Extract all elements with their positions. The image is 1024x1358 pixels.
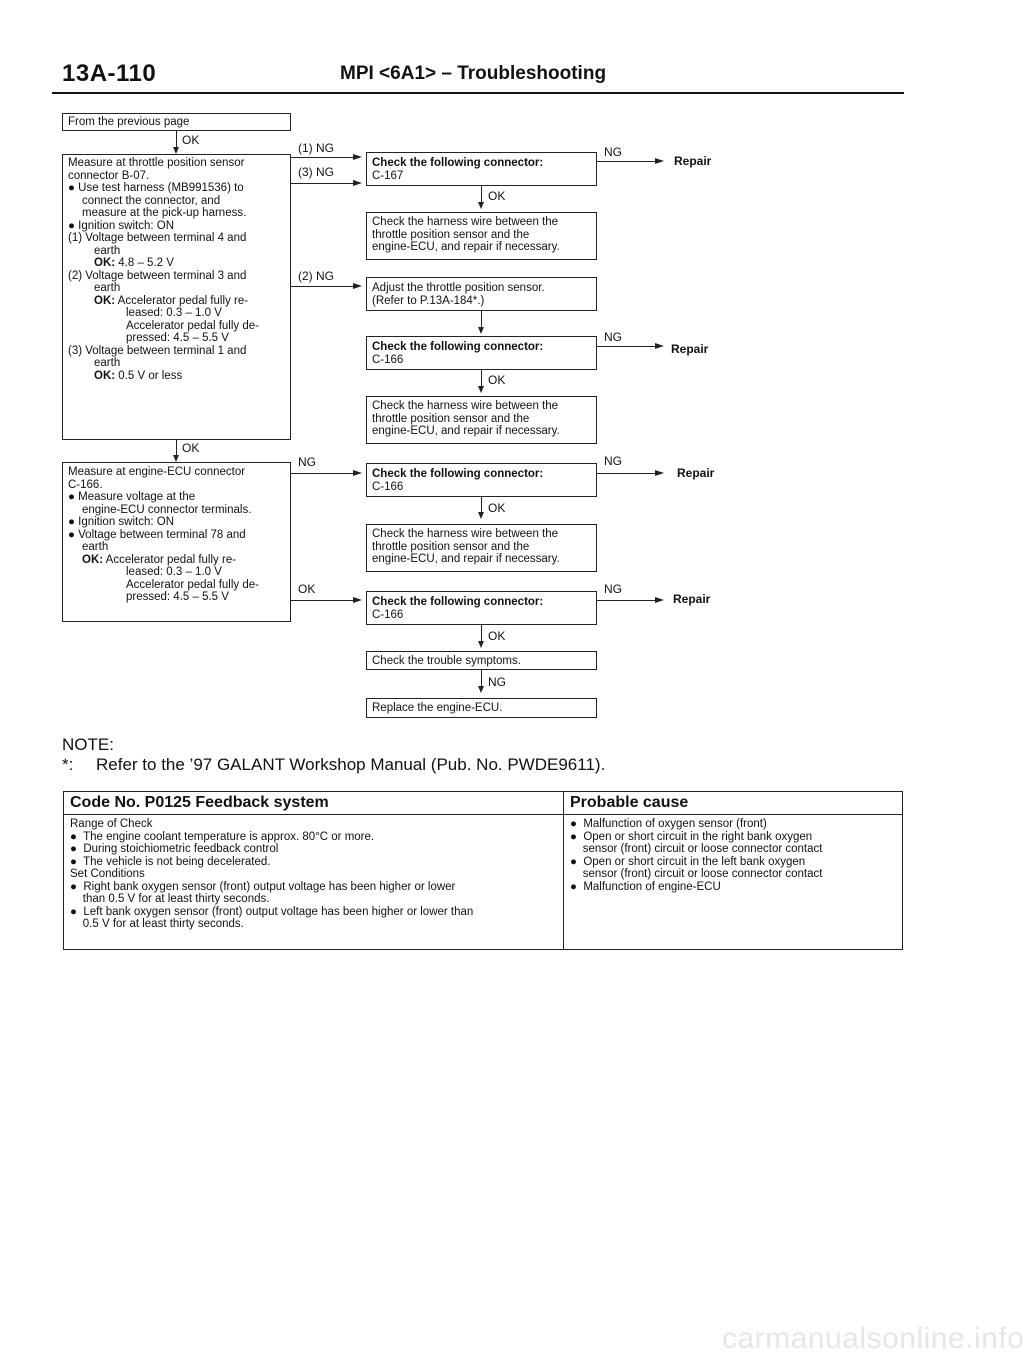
down-arrow-icon [478, 641, 484, 648]
repair-label: Repair [674, 154, 712, 168]
connector-line [481, 670, 482, 686]
connector-line [291, 600, 353, 601]
step-text-line [68, 504, 285, 517]
table-text-line: ● Open or short circuit in the right bank oxygen [570, 830, 813, 843]
connector-line [481, 311, 482, 327]
note-marker: *: [62, 755, 74, 774]
check-connector-c166-box [366, 463, 597, 497]
box-text-line: Check the harness wire between the [372, 400, 559, 412]
connector-line [481, 625, 482, 641]
right-arrow-icon [655, 597, 664, 603]
ok-criteria-label: OK: [94, 294, 116, 307]
branch-2-ng-label: (2) NG [298, 269, 334, 283]
table-text-line: Range of Check [70, 818, 153, 830]
box-text-line: (Refer to P.13A-184*.) [372, 294, 485, 307]
box-text-line: throttle position sensor and the [372, 412, 530, 425]
note-title: NOTE: [62, 735, 114, 754]
right-arrow-icon [353, 180, 362, 186]
right-arrow-icon [353, 597, 362, 603]
code-table [63, 791, 903, 950]
step-text-line [68, 479, 285, 492]
step-text: Measure at throttle position sensor [68, 157, 245, 169]
ok-label: OK [488, 501, 506, 515]
down-arrow-icon [478, 202, 484, 209]
step-text-line [68, 516, 285, 529]
step-text-line [68, 195, 285, 208]
repair-label: Repair [677, 466, 715, 480]
step-text-line [68, 320, 285, 333]
step-text: (3) Voltage between terminal 1 and [68, 344, 247, 357]
ok-label: OK [182, 441, 200, 455]
step-text: ● Ignition switch: ON [68, 219, 175, 232]
from-previous-page-label: From the previous page [68, 116, 190, 128]
ok-criteria-label: OK: [82, 553, 104, 566]
check-connector-title: Check the following connector: [372, 157, 544, 169]
step-text: pressed: 4.5 – 5.5 V [126, 332, 229, 344]
box-text-line: throttle position sensor and the [372, 540, 530, 553]
box-text-line: throttle position sensor and the [372, 228, 530, 241]
step-text-line [68, 295, 285, 308]
table-text-line: sensor (front) circuit or loose connector contact [570, 843, 823, 855]
step1-measure-tps-box [62, 154, 291, 440]
table-text-line: Set Conditions [70, 868, 145, 880]
step-text: (1) Voltage between terminal 4 and [68, 232, 247, 244]
step-text-line [68, 257, 285, 270]
table-text-line: ● Open or short circuit in the left bank oxygen [570, 855, 806, 868]
down-arrow-icon [478, 327, 484, 334]
box-text-line: Check the trouble symptoms. [372, 655, 521, 667]
box-text-line: Replace the engine-ECU. [372, 702, 503, 714]
box-text-line: Check the harness wire between the [372, 216, 559, 228]
step-text-line [68, 370, 285, 383]
connector-id: C-166 [372, 480, 404, 493]
repair-label: Repair [673, 592, 711, 606]
table-text-line: ● Malfunction of engine-ECU [570, 880, 721, 893]
step-text: ● Ignition switch: ON [68, 516, 175, 528]
connector-line [597, 600, 655, 601]
ok-criteria-label: OK: [94, 369, 116, 382]
range-of-check-cell [64, 815, 564, 950]
step-text-line [68, 332, 285, 345]
step-text: earth [94, 244, 121, 257]
table-text-line: ● During stoichiometric feedback control [70, 843, 279, 855]
right-arrow-icon [353, 283, 362, 289]
step-text-line [68, 466, 285, 479]
table-text-line: ● Left bank oxygen sensor (front) output voltage has been higher or lower than [70, 905, 474, 918]
table-text-line: than 0.5 V for at least thirty seconds. [70, 893, 270, 905]
step-text: leased: 0.3 – 1.0 V [126, 566, 222, 578]
step-text-line [68, 220, 285, 233]
ok-label: OK [488, 629, 506, 643]
connector-line [481, 186, 482, 202]
step-text-line [68, 170, 285, 183]
ok-label: OK [182, 133, 200, 147]
ng-label: NG [604, 454, 622, 468]
step-text-line [68, 591, 285, 604]
ok-label: OK [488, 189, 506, 203]
connector-line [597, 346, 655, 347]
step-text-line [68, 207, 285, 220]
note-text: Refer to the ’97 GALANT Workshop Manual (Pub. No. PWDE9611). [96, 755, 606, 774]
step-text: Accelerator pedal fully re- [115, 294, 249, 307]
ok-label: OK [488, 373, 506, 387]
step-text-line [68, 541, 285, 554]
step-text: Measure at engine-ECU connector [68, 466, 246, 478]
check-connector-title: Check the following connector: [372, 468, 544, 480]
connector-line [291, 286, 353, 287]
probable-cause-header: Probable cause [564, 792, 903, 815]
connector-line [291, 157, 353, 158]
step-text-line [68, 554, 285, 567]
step-text-line [68, 566, 285, 579]
step-text-line [68, 270, 285, 283]
ok-criteria-label: OK: [94, 257, 116, 269]
step-text-line [68, 232, 285, 245]
header-rule [52, 92, 904, 94]
down-arrow-icon [478, 686, 484, 693]
table-text-line: ● The vehicle is not being decelerated. [70, 855, 271, 868]
ng-label: NG [604, 145, 622, 159]
watermark: carmanualsonline.info [722, 1322, 1024, 1355]
step-text: engine-ECU connector terminals. [82, 503, 252, 516]
right-arrow-icon [655, 343, 664, 349]
connector-line [481, 497, 482, 512]
connector-line [597, 161, 655, 162]
step-text-line [68, 491, 285, 504]
step-text: Accelerator pedal fully re- [103, 553, 237, 566]
ng-label: NG [488, 675, 506, 689]
down-arrow-icon [478, 512, 484, 519]
connector-line [291, 183, 353, 184]
probable-cause-cell [564, 815, 903, 950]
step-text-line [68, 357, 285, 370]
step-text-line [68, 307, 285, 320]
connector-id: C-167 [372, 169, 404, 182]
step-text-line [68, 282, 285, 295]
connector-line [481, 370, 482, 386]
box-text-line: Adjust the throttle position sensor. [372, 282, 545, 294]
box-text-line: engine-ECU, and repair if necessary. [372, 425, 560, 437]
box-text-line: Check the harness wire between the [372, 528, 559, 540]
ng-label: NG [604, 582, 622, 596]
step-text-line [68, 157, 285, 170]
table-text-line: sensor (front) circuit or loose connector contact [570, 868, 823, 880]
step-text: earth [82, 541, 109, 553]
check-connector-c167-box [366, 152, 597, 186]
step-text-line [68, 345, 285, 358]
down-arrow-icon [173, 455, 179, 462]
box-text-line: engine-ECU, and repair if necessary. [372, 553, 560, 565]
step2-measure-ecu-box [62, 462, 291, 622]
down-arrow-icon [173, 147, 179, 154]
step-text: connector B-07. [68, 169, 150, 182]
step-text: measure at the pick-up harness. [82, 207, 247, 219]
step-text: 4.8 – 5.2 V [115, 257, 174, 269]
step-text: Accelerator pedal fully de- [126, 319, 259, 332]
step-text-line [68, 529, 285, 542]
connector-line [176, 131, 177, 147]
connector-line [291, 473, 353, 474]
check-connector-title: Check the following connector: [372, 341, 544, 353]
down-arrow-icon [478, 386, 484, 393]
step-text: pressed: 4.5 – 5.5 V [126, 591, 229, 603]
connector-id: C-166 [372, 353, 404, 366]
connector-id: C-166 [372, 608, 404, 621]
right-arrow-icon [353, 470, 362, 476]
right-arrow-icon [353, 154, 362, 160]
step-text: ● Measure voltage at the [68, 491, 196, 503]
step-text: ● Use test harness (MB991536) to [68, 182, 244, 194]
replace-engine-ecu-box [366, 698, 597, 718]
ok-label: OK [298, 582, 316, 596]
code-header: Code No. P0125 Feedback system [64, 792, 564, 815]
table-text-line: ● Right bank oxygen sensor (front) output voltage has been higher or lower [70, 880, 456, 893]
repair-label: Repair [671, 342, 709, 356]
step-text: ● Voltage between terminal 78 and [68, 528, 246, 541]
adjust-tps-box [366, 277, 597, 311]
step-text: (2) Voltage between terminal 3 and [68, 269, 247, 282]
step-text-line [68, 579, 285, 592]
step-text-line [68, 245, 285, 258]
check-connector-c166-box [366, 591, 597, 625]
connector-line [176, 440, 177, 455]
check-harness-wire-box [366, 524, 597, 572]
table-text-line: 0.5 V for at least thirty seconds. [70, 918, 244, 930]
page-title: MPI <6A1> – Troubleshooting [340, 63, 607, 84]
step-text: 0.5 V or less [115, 369, 183, 382]
step-text: earth [94, 282, 121, 294]
step-text: C-166. [68, 478, 103, 491]
branch-3-ng-label: (3) NG [298, 165, 334, 179]
step-text: leased: 0.3 – 1.0 V [126, 307, 222, 319]
right-arrow-icon [655, 158, 664, 164]
check-harness-wire-box [366, 396, 597, 444]
branch-1-ng-label: (1) NG [298, 141, 334, 155]
page-number: 13A-110 [62, 60, 157, 87]
step-text: connect the connector, and [82, 194, 221, 207]
connector-line [597, 473, 655, 474]
check-harness-wire-box [366, 212, 597, 260]
check-connector-c166-box [366, 336, 597, 370]
table-text-line: ● The engine coolant temperature is approx. 80°C or more. [70, 830, 375, 843]
step-text: Accelerator pedal fully de- [126, 578, 259, 591]
check-connector-title: Check the following connector: [372, 596, 544, 608]
table-text-line: ● Malfunction of oxygen sensor (front) [570, 818, 767, 830]
right-arrow-icon [655, 470, 664, 476]
step-text-line [68, 182, 285, 195]
step-text: earth [94, 357, 121, 369]
ng-label: NG [604, 330, 622, 344]
from-previous-page-box [62, 113, 291, 131]
box-text-line: engine-ECU, and repair if necessary. [372, 241, 560, 253]
check-trouble-symptoms-box [366, 651, 597, 670]
ng-label: NG [298, 455, 316, 469]
